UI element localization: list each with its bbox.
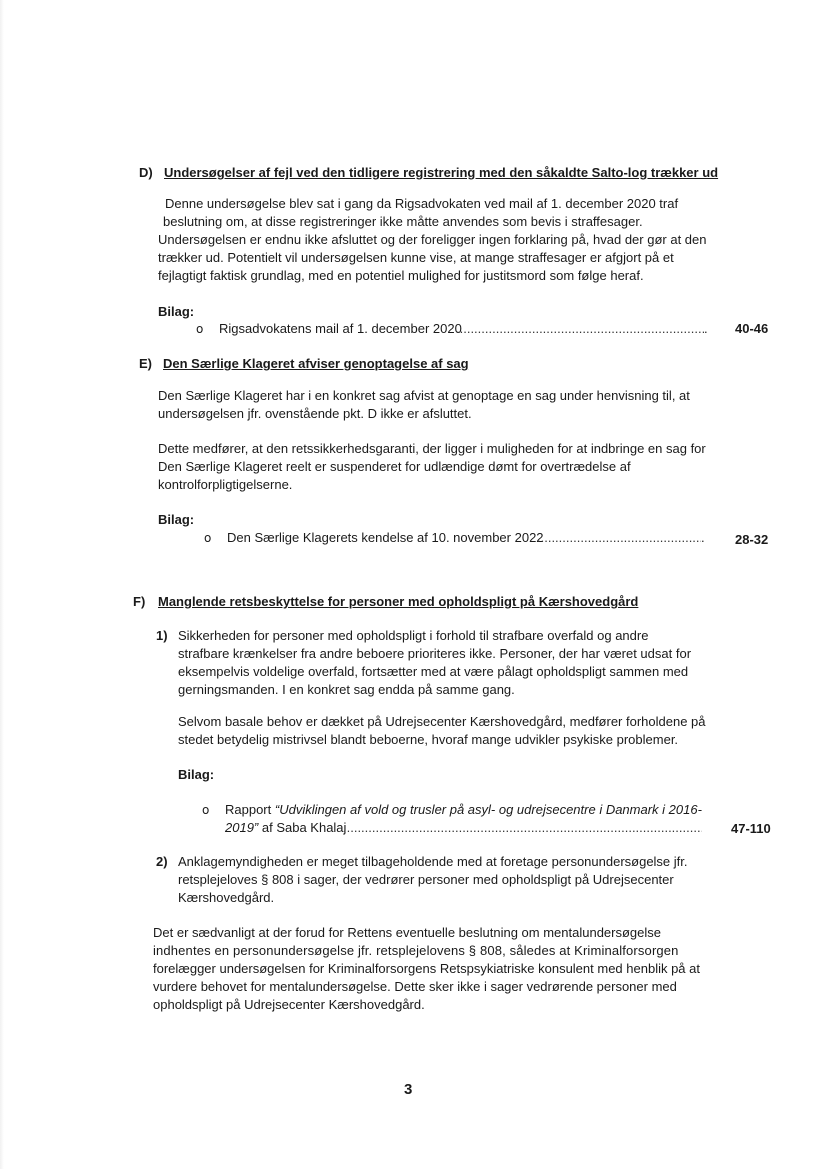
section-f-item1-bilag-pages: 47-110 — [731, 821, 771, 836]
section-e-bilag-pages: 28-32 — [735, 532, 769, 547]
section-e-letter: E) — [139, 356, 152, 371]
section-f-item1-bilag-title-2: 2019” — [225, 820, 259, 835]
section-d-line-1: Denne undersøgelse blev sat i gang da Rigsadvokaten ved mail af 1. december 2020 traf — [165, 196, 679, 211]
section-f-item2-line-3: Kærshovedgård. — [178, 890, 275, 905]
section-d-line-3: Undersøgelsen er endnu ikke afsluttet og der foreligger ingen forklaring på, hvad der gør at den — [158, 232, 707, 247]
section-e-bilag-tail: . — [701, 530, 705, 545]
section-f-item1-bilag-label: Bilag: — [178, 767, 215, 782]
section-f-closing-line-4: vurdere behovet for mentalundersøgelse. Dette sker ikke i sager vedrørende personer med — [153, 979, 677, 994]
section-e-para1-line-1: Den Særlige Klageret har i en konkret sag afvist at genoptage en sag under henvisning til, at — [158, 388, 690, 403]
section-f-item2-line-1: Anklagemyndigheden er meget tilbageholdende med at foretage personundersøgelse jfr. — [178, 854, 688, 869]
section-f-item2-number: 2) — [156, 854, 168, 869]
section-d-bilag-label: Bilag: — [158, 304, 195, 319]
section-f-item1-bilag-line-2 — [225, 819, 346, 837]
section-f-closing-line-3: forelægger undersøgelsen for Kriminalforsorgens Retspsykiatriske konsulent med henblik på at — [153, 961, 700, 976]
section-f-item1-para2-line-1: Selvom basale behov er dækket på Udrejsecenter Kærshovedgård, medfører forholdene på — [178, 714, 706, 729]
section-f-item1-bilag-title-1: “Udviklingen af vold og trusler på asyl- og udrejsecentre i Danmark i 2016- — [274, 802, 702, 817]
section-d-line-5: fejlagtigt faktisk grundlag, med en potentiel mulighed for justitsmord som følge heraf. — [158, 268, 644, 283]
section-f-item1-para2-line-2: stedet betydelig mistrivsel blandt beboerne, hvoraf mange udvikler psykiske problemer. — [178, 732, 679, 747]
section-d-heading: Undersøgelser af fejl ved den tidligere registrering med den såkaldte Salto-log trækker ud — [164, 165, 719, 180]
section-f-item1-number: 1) — [156, 628, 168, 643]
section-f-closing-line-5: opholdspligt på Udrejsecenter Kærshovedgård. — [153, 997, 425, 1012]
section-f-item1-bilag-leader — [343, 819, 702, 837]
section-e-para2-line-2: Den Særlige Klageret reelt er suspenderet for udlændige dømt for overtrædelse af — [158, 459, 631, 474]
section-d-bilag-leader — [456, 320, 704, 338]
section-d-line-4: trækker ud. Potentielt vil undersøgelsen kunne vise, at mange straffesager er afgjort på et — [158, 250, 674, 265]
section-d-bilag-bullet: o — [196, 322, 204, 336]
scan-edge-shadow — [0, 0, 4, 1169]
section-d-bilag-text: Rigsadvokatens mail af 1. december 2020 — [219, 321, 462, 336]
section-e-bilag-bullet: o — [204, 531, 212, 545]
section-f-closing-line-2: indhentes en personundersøgelse jfr. retsplejelovens § 808, således at Kriminalforsorgen — [153, 943, 679, 958]
section-f-item2-line-2: retsplejeloves § 808 i sager, der vedrører personer med opholdspligt på Udrejsecenter — [178, 872, 674, 887]
section-f-item1-bilag-suffix: af Saba Khalaj — [258, 820, 347, 835]
section-d-letter: D) — [139, 165, 153, 180]
section-f-item1-line-3: eksempelvis voldelige overfald, fortsætter med at være pålagt opholdspligt sammen med — [178, 664, 689, 679]
section-f-closing-line-1: Det er sædvanligt at der forud for Rettens eventuelle beslutning om mentalundersøgelse — [153, 925, 662, 940]
page-number: 3 — [404, 1081, 413, 1098]
section-e-para2-line-3: kontrolforpligtigelserne. — [158, 477, 293, 492]
section-d-line-2: beslutning om, at disse registreringer ikke måtte anvendes som bevis i straffesager. — [163, 214, 643, 229]
section-d-bilag-pages: 40-46 — [735, 321, 769, 336]
section-f-item1-line-2: strafbare krænkelser fra andre beboere prioriteres ikke. Personer, der har været udsat for — [178, 646, 692, 661]
section-f-heading: Manglende retsbeskyttelse for personer med opholdspligt på Kærshovedgård — [158, 594, 639, 609]
section-e-bilag-label: Bilag: — [158, 512, 195, 527]
section-e-heading: Den Særlige Klageret afviser genoptagelse af sag — [163, 356, 469, 371]
section-f-item1-bilag-prefix: Rapport — [225, 802, 275, 817]
section-e-bilag-leader — [537, 529, 701, 547]
section-f-item1-line-4: gerningsmanden. I en konkret sag endda på samme gang. — [178, 682, 515, 697]
section-f-item1-line-1: Sikkerheden for personer med opholdspligt i forhold til strafbare overfald og andre — [178, 628, 649, 643]
section-d-bilag-tail: . — [704, 321, 708, 336]
section-f-item1-bilag-bullet: o — [202, 803, 210, 817]
section-f-letter: F) — [133, 594, 146, 609]
section-e-para1-line-2: undersøgelsen jfr. ovenstående pkt. D ikke er afsluttet. — [158, 406, 472, 421]
section-e-bilag-text: Den Særlige Klagerets kendelse af 10. november 2022 — [227, 530, 544, 545]
section-f-item1-bilag-line-1 — [225, 801, 702, 819]
section-e-para2-line-1: Dette medfører, at den retssikkerhedsgaranti, der ligger i muligheden for at indbringe en sag for — [158, 441, 706, 456]
